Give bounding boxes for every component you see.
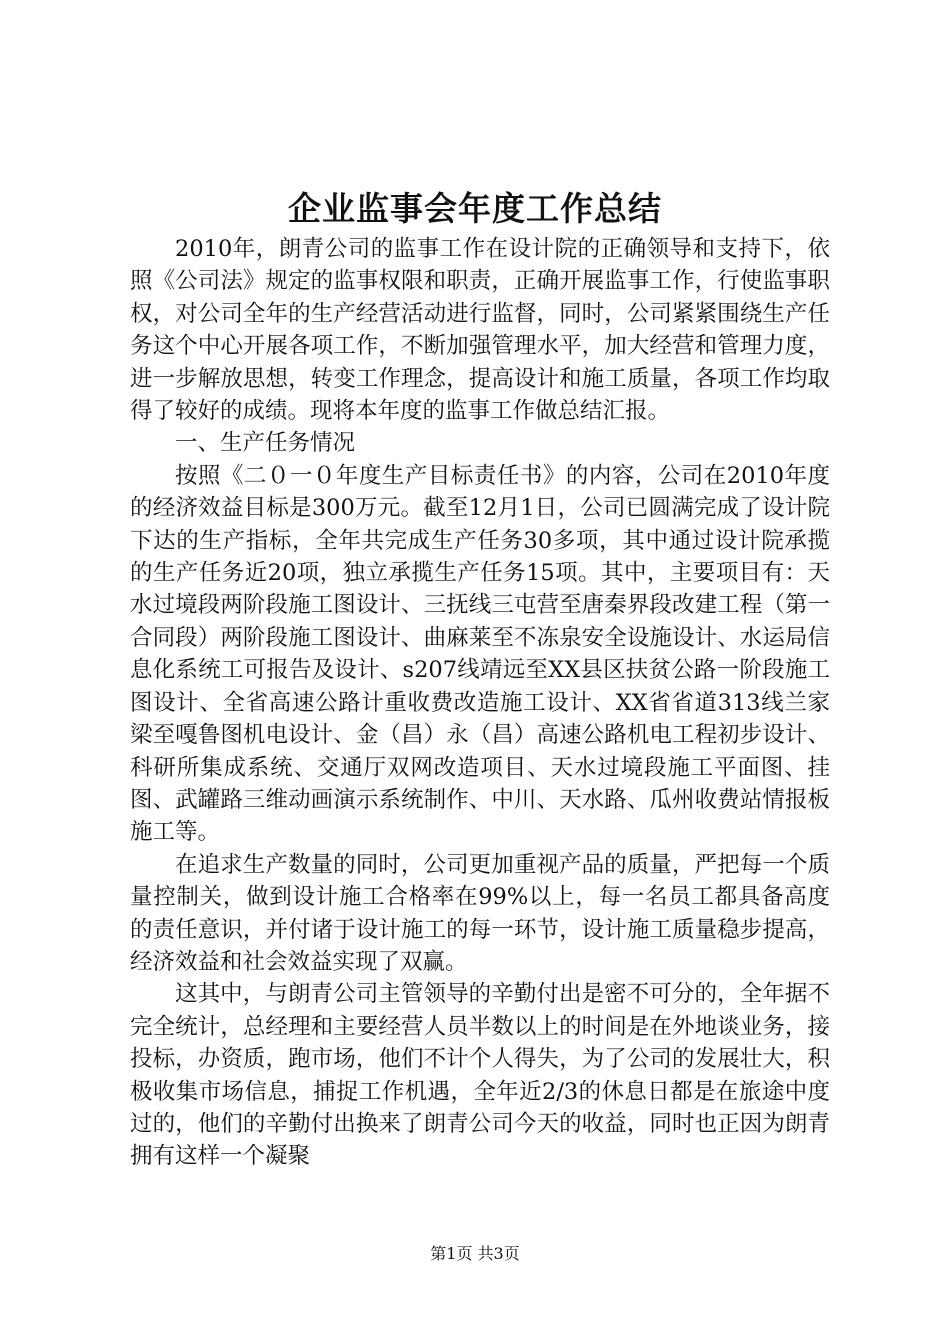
section-heading-production: 一、生产任务情况 [175, 430, 356, 457]
document-title: 企业监事会年度工作总结 [288, 189, 662, 228]
page-number-footer: 第1页 共3页 [430, 1244, 520, 1263]
paragraph-intro: 2010年，朗青公司的监事工作在设计院的正确领导和支持下，依照《公司法》规定的监事权限和职责，正确开展监事工作，行使监事职权，对公司全年的生产经营活动进行监督，同时，公司紧紧围绕生产任务这个中心开展各项工作，不断加强管理水平，加大经营和管理力度，进一步解放思想，转变工作理念，提高设计和施工质量，各项工作均取得了较好的成绩。现将本年度的监事工作做总结汇报。 [130, 236, 830, 425]
paragraph-leadership: 这其中，与朗青公司主管领导的辛勤付出是密不可分的，全年据不完全统计，总经理和主要经营人员半数以上的时间是在外地谈业务，接投标，办资质，跑市场，他们不计个人得失，为了公司的发展壮大，积极收集市场信息，捕捉工作机遇，全年近2/3的休息日都是在旅途中度过的，他们的辛勤付出换来了朗青公司今天的收益，同时也正因为朗青拥有这样一个凝聚 [130, 981, 830, 1170]
paragraph-production-tasks: 按照《二０一０年度生产目标责任书》的内容，公司在2010年度的经济效益目标是300万元。截至12月1日，公司已圆满完成了设计院下达的生产指标，全年共完成生产任务30多项，其中通过设计院承揽的生产任务近20项，独立承揽生产任务15项。其中，主要项目有：天水过境段两阶段施工图设计、三抚线三屯营至唐秦界段改建工程（第一合同段）两阶段施工图设计、曲麻莱至不冻泉安全设施设计、水运局信息化系统工可报告及设计、s207线靖远至XX县区扶贫公路一阶段施工图设计、全省高速公路计重收费改造施工设计、XX省省道313线兰家梁至嘎鲁图机电设计、金（昌）永（昌）高速公路机电工程初步设计、科研所集成系统、交通厅双网改造项目、天水过境段施工平面图、挂图、武罐路三维动画演示系统制作、中川、天水路、瓜州收费站情报板施工等。 [130, 462, 830, 846]
document-body [130, 233, 830, 1173]
paragraph-quality: 在追求生产数量的同时，公司更加重视产品的质量，严把每一个质量控制关，做到设计施工合格率在99%以上，每一名员工都具备高度的责任意识，并付诸于设计施工的每一环节，设计施工质量稳步提高，经济效益和社会效益实现了双赢。 [130, 851, 830, 975]
